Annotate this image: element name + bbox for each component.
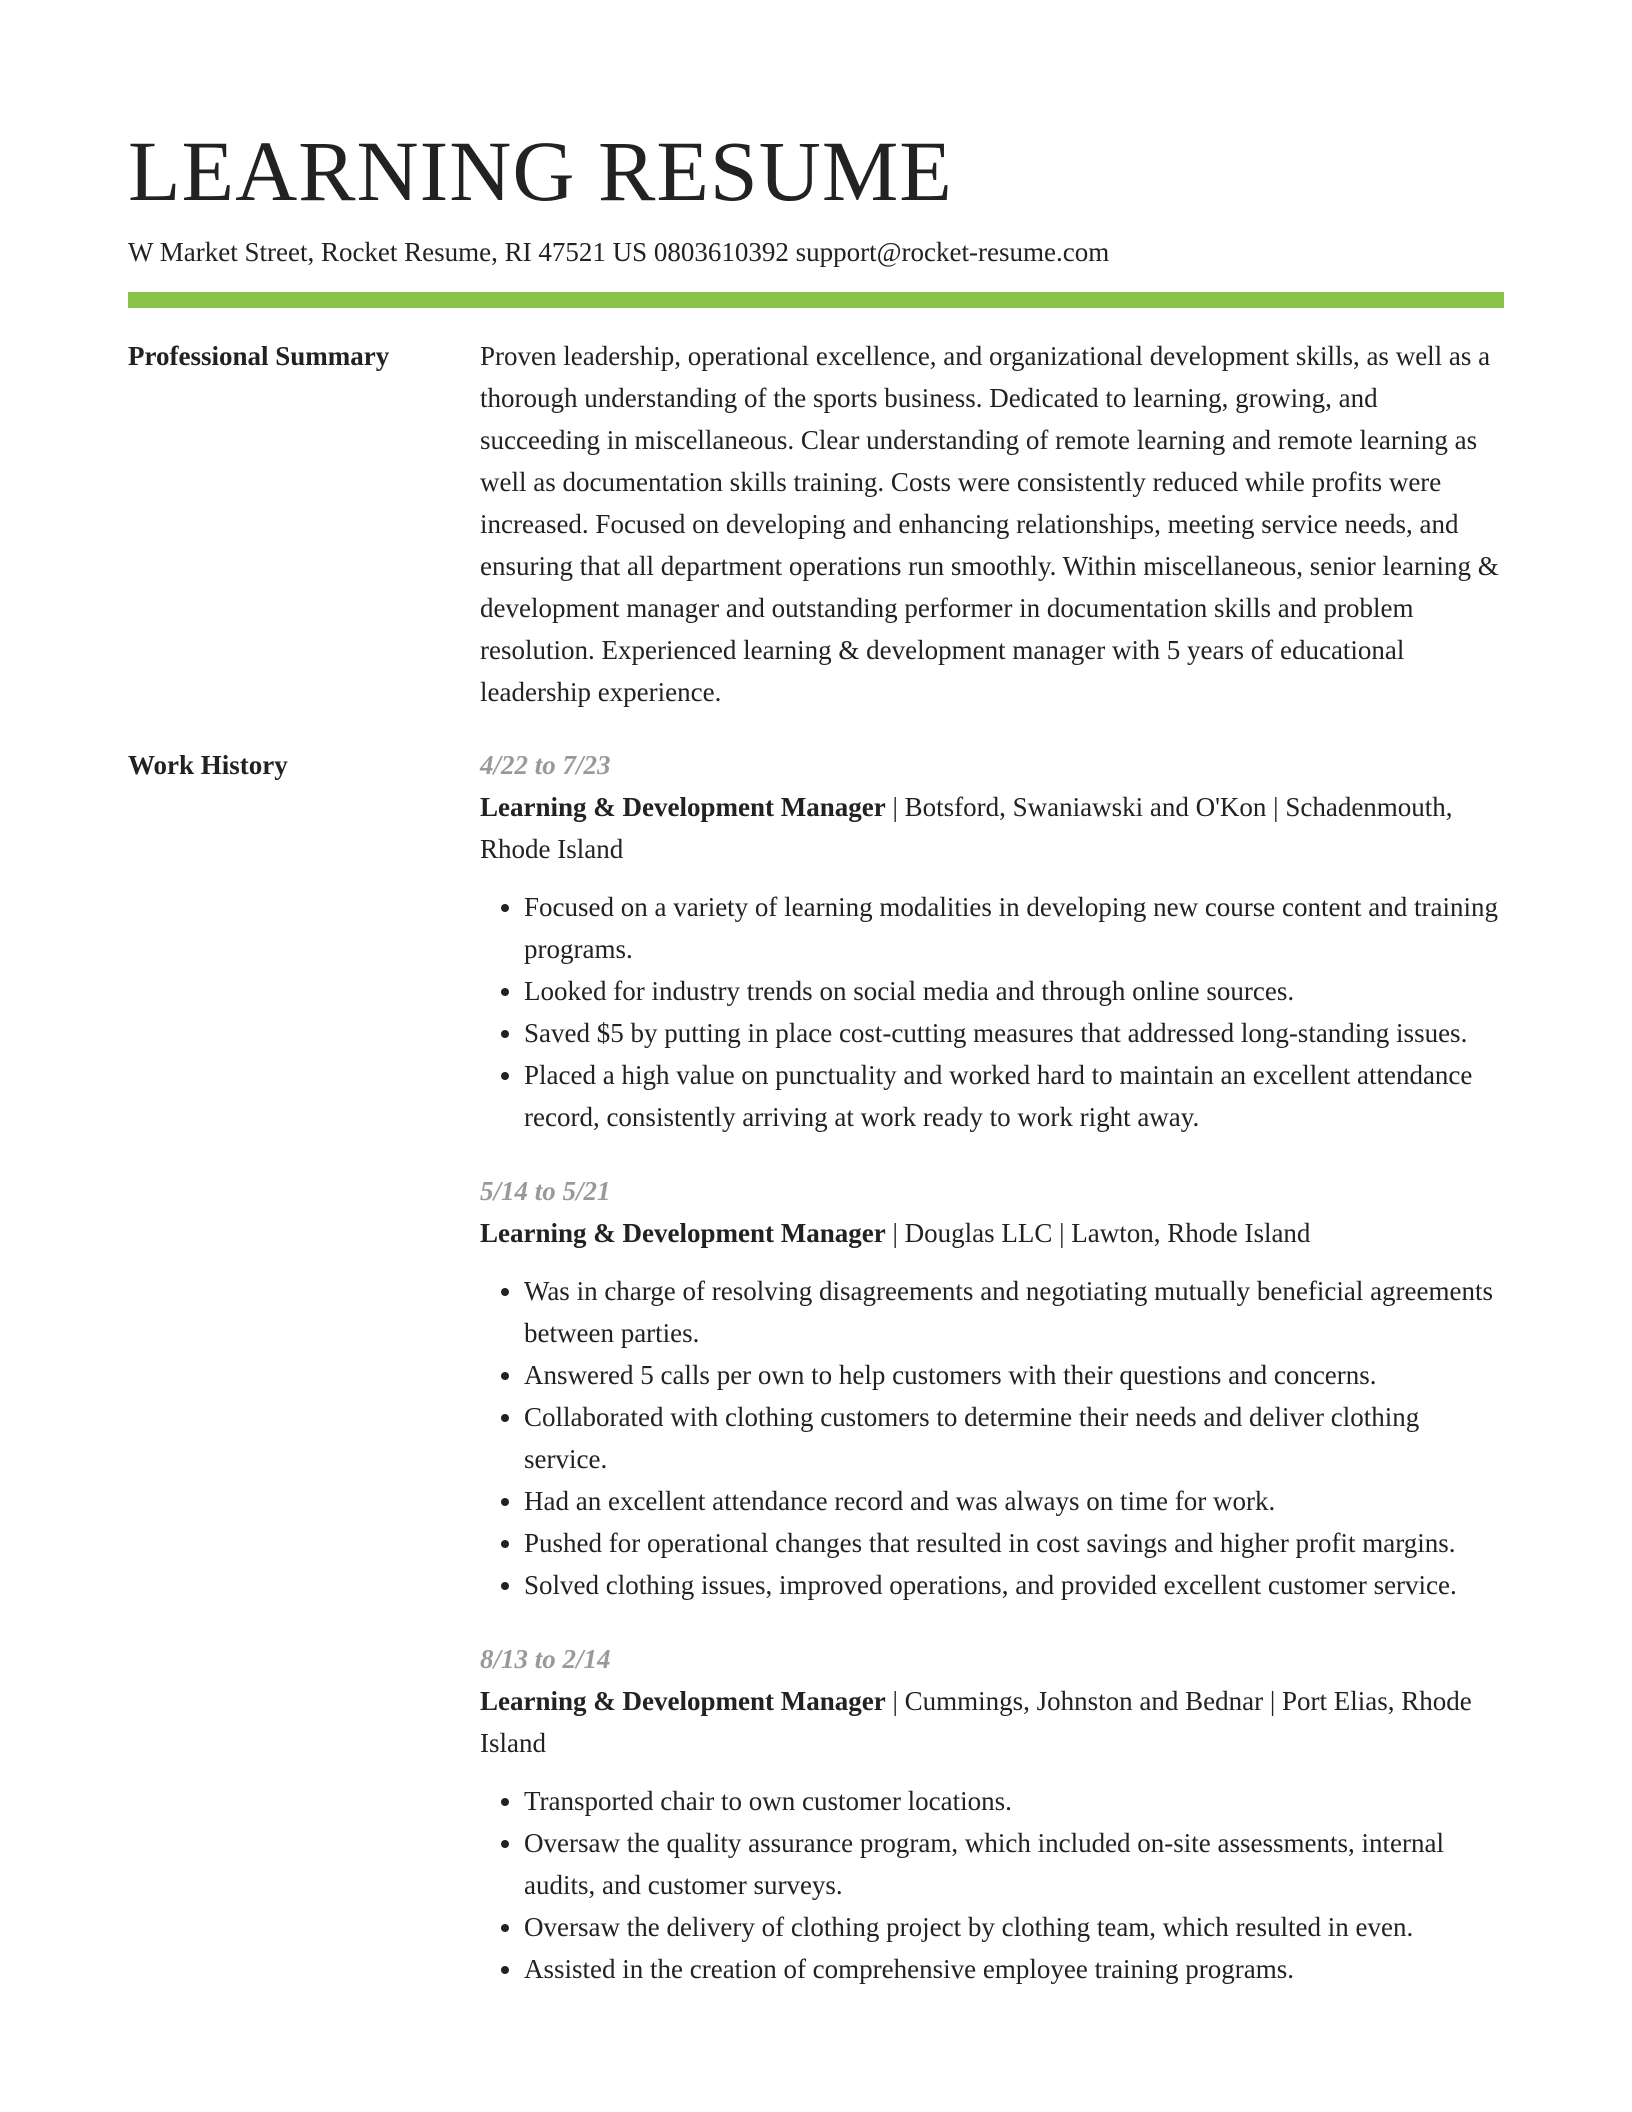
job-bullet: • Answered 5 calls per own to help customers with their questions and concerns. [524,1354,1504,1396]
job-title: Learning & Development Manager [480,1686,886,1716]
job-heading [480,1680,1504,1764]
job-dates: 8/13 to 2/14 [480,1644,611,1674]
job-bullet: • Looked for industry trends on social media and through online sources. [524,970,1504,1012]
job-bullet-list [480,1270,1504,1606]
work-history-body [480,744,1504,2022]
job-entry [480,744,1504,1138]
resume-title: LEARNING RESUME [128,123,953,219]
header-divider [128,292,1504,308]
job-bullet-list [480,886,1504,1138]
job-bullet: • Oversaw the delivery of clothing project by clothing team, which resulted in even. [524,1906,1504,1948]
job-dates: 5/14 to 5/21 [480,1176,611,1206]
professional-summary-section [128,335,1504,713]
job-title: Learning & Development Manager [480,1218,886,1248]
job-bullet: • Placed a high value on punctuality and worked hard to maintain an excellent attendance record, consistently arriving at work ready to work right away. [524,1054,1504,1138]
job-employer-location: | Douglas LLC | Lawton, Rhode Island [885,1218,1311,1248]
job-entry [480,1170,1504,1606]
work-history-section [128,744,1504,2022]
job-employer-location: | Cummings, Johnston and Bednar | Port Elias, Rhode Island [480,1686,1472,1758]
summary-body [480,335,1504,713]
job-heading [480,1212,1504,1254]
job-heading [480,786,1504,870]
job-bullet: • Saved $5 by putting in place cost-cutting measures that addressed long-standing issues. [524,1012,1504,1054]
job-dates: 4/22 to 7/23 [480,750,611,780]
job-bullet: • Solved clothing issues, improved operations, and provided excellent customer service. [524,1564,1504,1606]
job-bullet: • Assisted in the creation of comprehensive employee training programs. [524,1948,1504,1990]
job-bullet: • Had an excellent attendance record and was always on time for work. [524,1480,1504,1522]
job-bullet: • Collaborated with clothing customers to determine their needs and deliver clothing service. [524,1396,1504,1480]
job-bullet: • Oversaw the quality assurance program, which included on-site assessments, internal audits, and customer surveys. [524,1822,1504,1906]
job-bullet: • Focused on a variety of learning modalities in developing new course content and training programs. [524,886,1504,970]
job-bullet: • Pushed for operational changes that resulted in cost savings and higher profit margins. [524,1522,1504,1564]
summary-text: Proven leadership, operational excellence, and organizational development skills, as well as a thorough understanding of the sports business. Dedicated to learning, growing, and succeeding in miscellaneous. Clear understanding of remote learning and remote learning as well as documentation skills training. Costs were consistently reduced while profits were increased. Focused on developing and enhancing relationships, meeting service needs, and ensuring that all department operations run smoothly. Within miscellaneous, senior learning & development manager and outstanding performer in documentation skills and problem resolution. Experienced learning & development manager with 5 years of educational leadership experience. [480,341,1499,707]
section-heading-summary: Professional Summary [128,341,390,371]
contact-line: W Market Street, Rocket Resume, RI 47521 US 0803610392 support@rocket-resume.com [128,237,1110,267]
job-bullet: • Was in charge of resolving disagreements and negotiating mutually beneficial agreements between parties. [524,1270,1504,1354]
job-bullet: • Transported chair to own customer locations. [524,1780,1504,1822]
resume-page [128,0,1504,2022]
job-title: Learning & Development Manager [480,792,886,822]
job-bullet-list [480,1780,1504,1990]
job-entry [480,1638,1504,1990]
section-heading-work: Work History [128,750,288,780]
job-employer-location: | Botsford, Swaniawski and O'Kon | Schadenmouth, Rhode Island [480,792,1453,864]
